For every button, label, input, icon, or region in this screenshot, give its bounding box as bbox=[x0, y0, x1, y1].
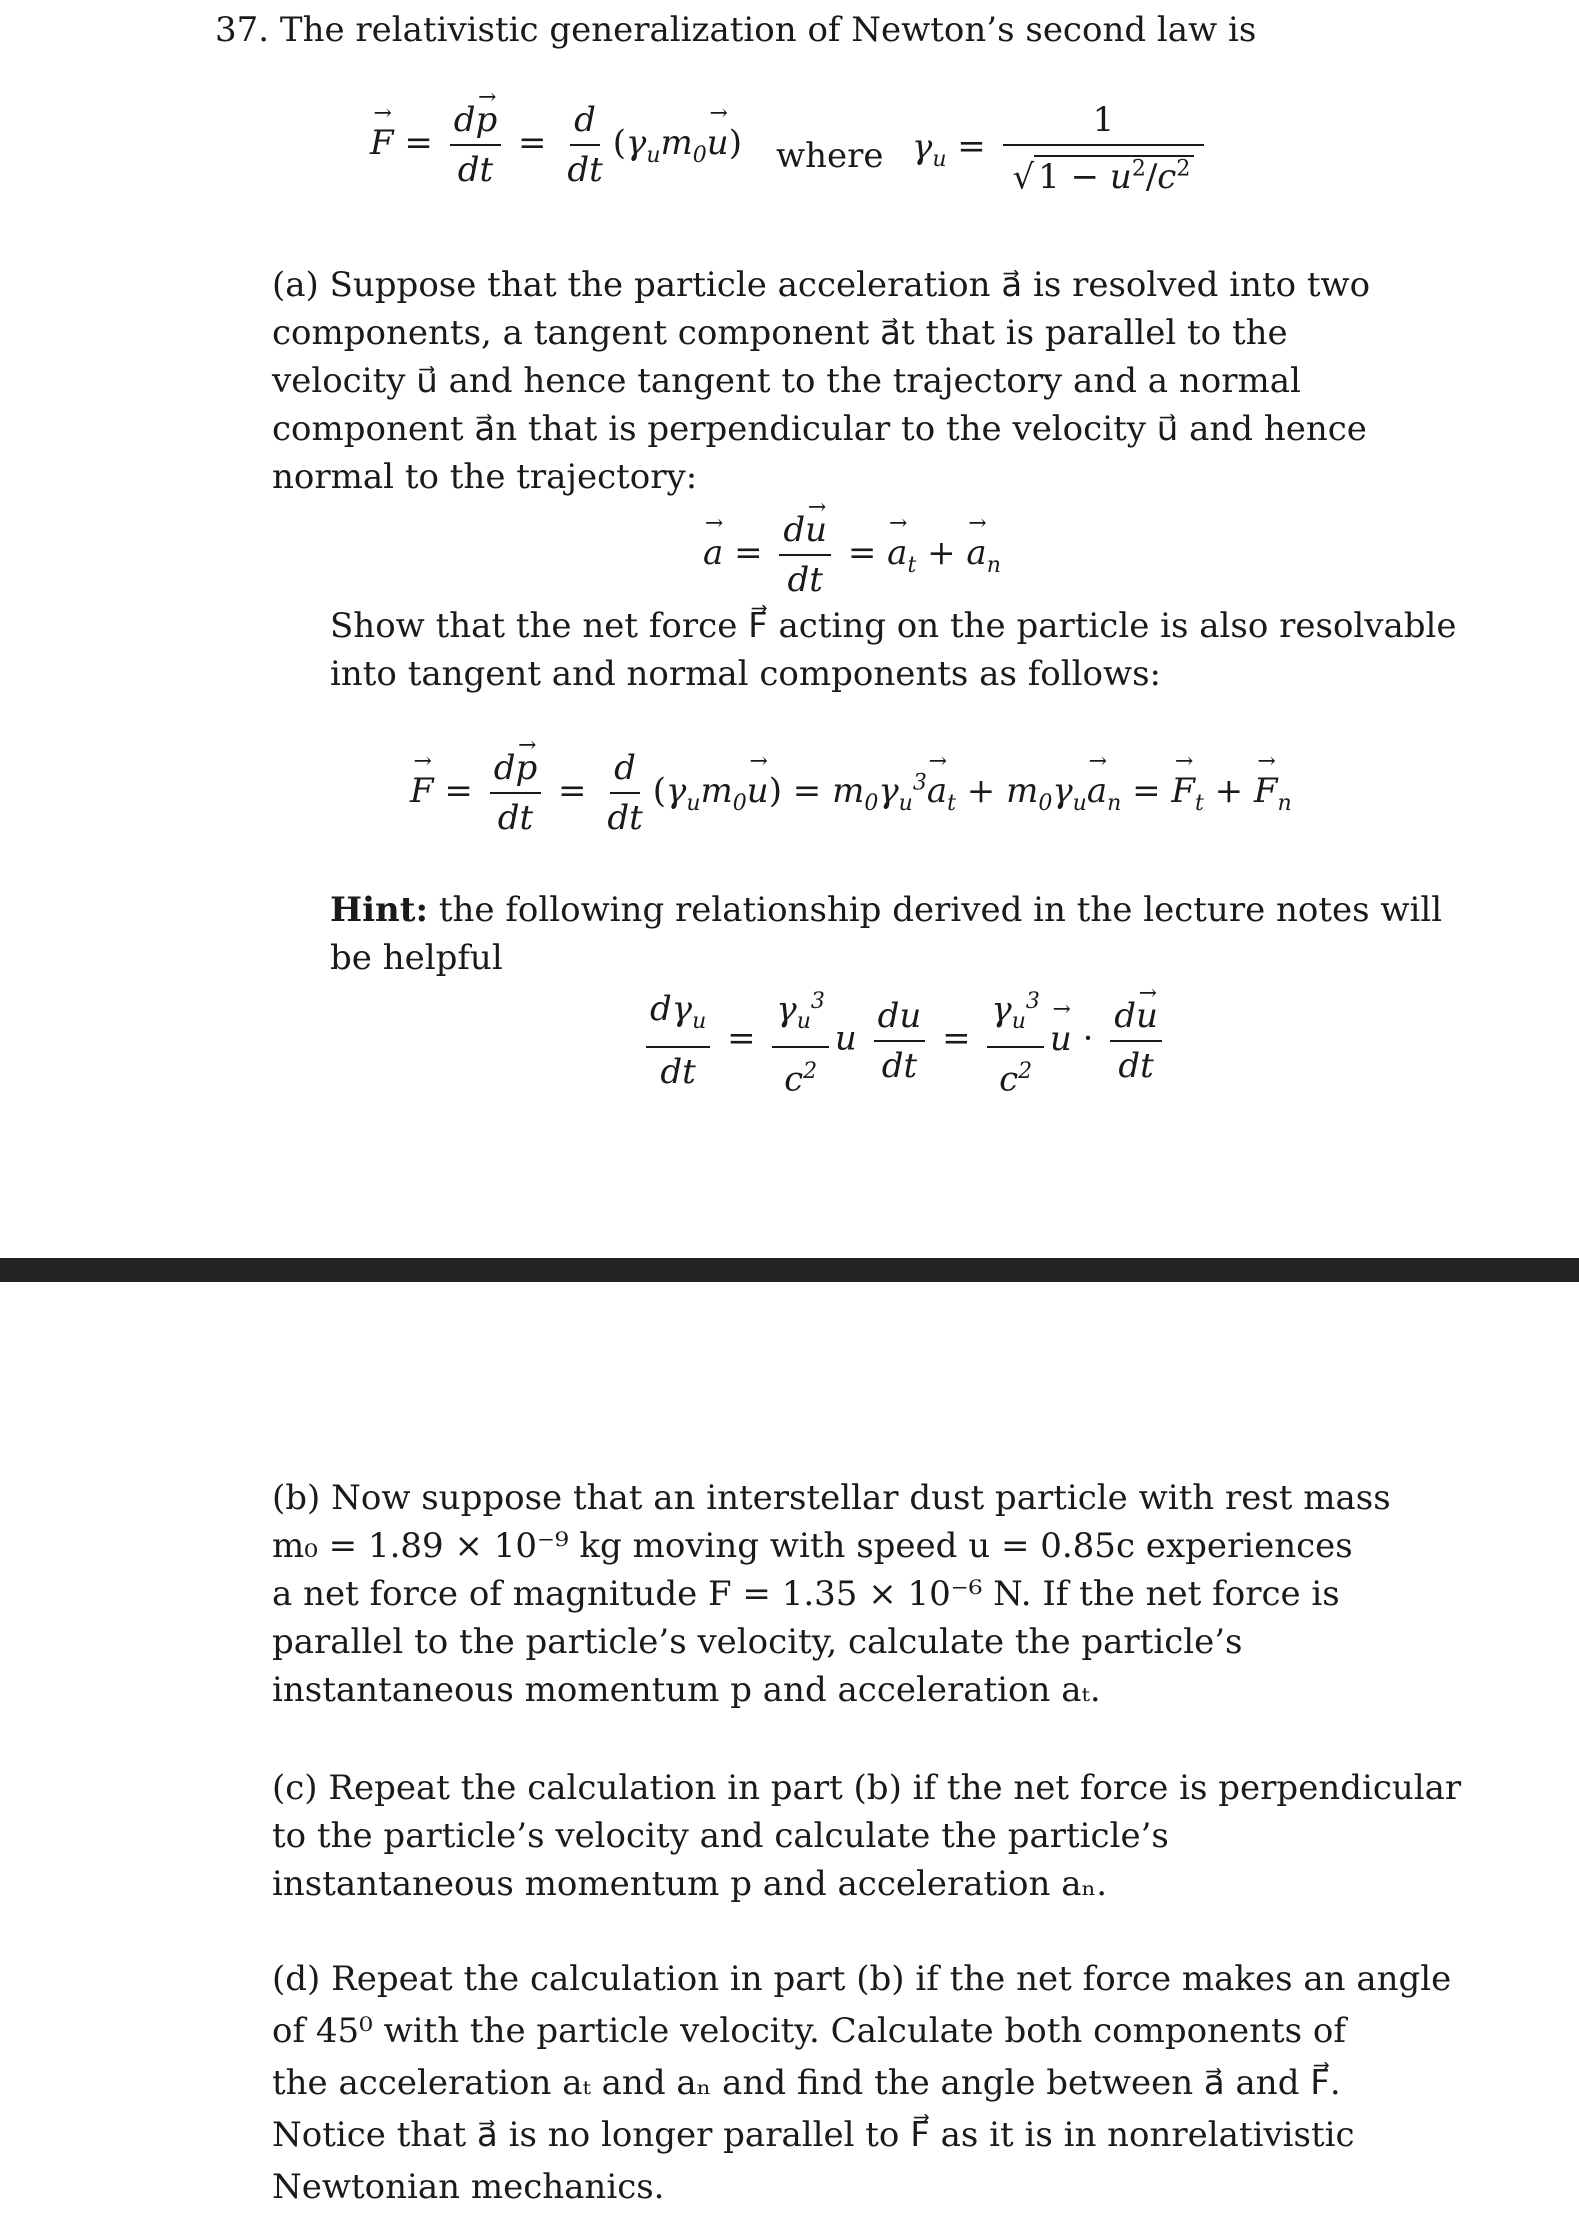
equation-newton-relativistic: F → = $\frac{dp \to}{dt}$ = $\frac{d}{dt}$ ($\gamma_um_0u$ →) bbox=[370, 100, 742, 190]
part-a-text: (a) Suppose that the particle acceleration a⃗ is resolved into two components, a tangent component a⃗t that is parallel to the velocity u⃗ and hence tangent to the trajectory and a normal component a⃗n that is perpendicular to the velocity u⃗ and hence normal to the trajectory: bbox=[272, 265, 1371, 497]
problem-intro: The relativistic generalization of Newton’s second law is bbox=[279, 10, 1257, 50]
part-d-text: (d) Repeat the calculation in part (b) if the net force makes an angle of 45⁰ with the particle velocity. Calculate both components of the acceleration aₜ and aₙ and find the angle between a⃗ and F⃗. Notice that a⃗ is no longer parallel to F⃗ as it is in nonrelativistic Newtonian mechanics. bbox=[272, 1959, 1452, 2207]
section-divider bbox=[0, 1258, 1579, 1282]
part-a-show-text: Show that the net force F⃗ acting on the particle is also resolvable into tangent and normal components as follows: bbox=[330, 606, 1457, 694]
part-c-text: (c) Repeat the calculation in part (b) if the net force is perpendicular to the particle’s velocity and calculate the particle’s instantaneous momentum p and acceleration aₙ. bbox=[272, 1768, 1462, 1904]
hint-text: the following relationship derived in the lecture notes will be helpful bbox=[330, 890, 1443, 978]
equation-force-decomposition: F → = $\frac{dp \to}{dt}$ = $\frac{d}{dt}$ ($\gamma_um_0u$ →) = $m_0\gamma_u^3a \to_t + m_0\gamma_ua \to_n = F \to_t + F \to_n$ bbox=[410, 748, 1292, 838]
equation-acceleration: a → = $\frac{du \to}{dt}$ = $a \to_t + a \to_n$ bbox=[703, 510, 1001, 600]
equation-hint-dgamma: $\frac{d\gamma_u}{dt}$ = $\frac{\gamma_u^3}{c^2}$ u $\frac{du}{dt}$ = $\frac{\gamma_u^3}{c^2}$ u → · $\frac{du \to}{dt}$ bbox=[640, 982, 1168, 1099]
hint-paragraph bbox=[330, 886, 1442, 982]
where-label: where bbox=[776, 136, 884, 176]
part-b-text: (b) Now suppose that an interstellar dust particle with rest mass m₀ = 1.89 × 10⁻⁹ kg moving with speed u = 0.85c experiences a net force of magnitude F = 1.35 × 10⁻⁶ N. If the net force is parallel to the particle’s velocity, calculate the particle’s instantaneous momentum p and acceleration aₜ. bbox=[272, 1478, 1391, 1710]
equation-gamma: $\gamma_u$ = $\frac{1}{√ 1 - u^2/c^2}$ bbox=[912, 100, 1210, 197]
problem-number: 37. bbox=[215, 10, 270, 50]
hint-label: Hint: bbox=[330, 890, 429, 930]
problem-header bbox=[215, 6, 1256, 54]
